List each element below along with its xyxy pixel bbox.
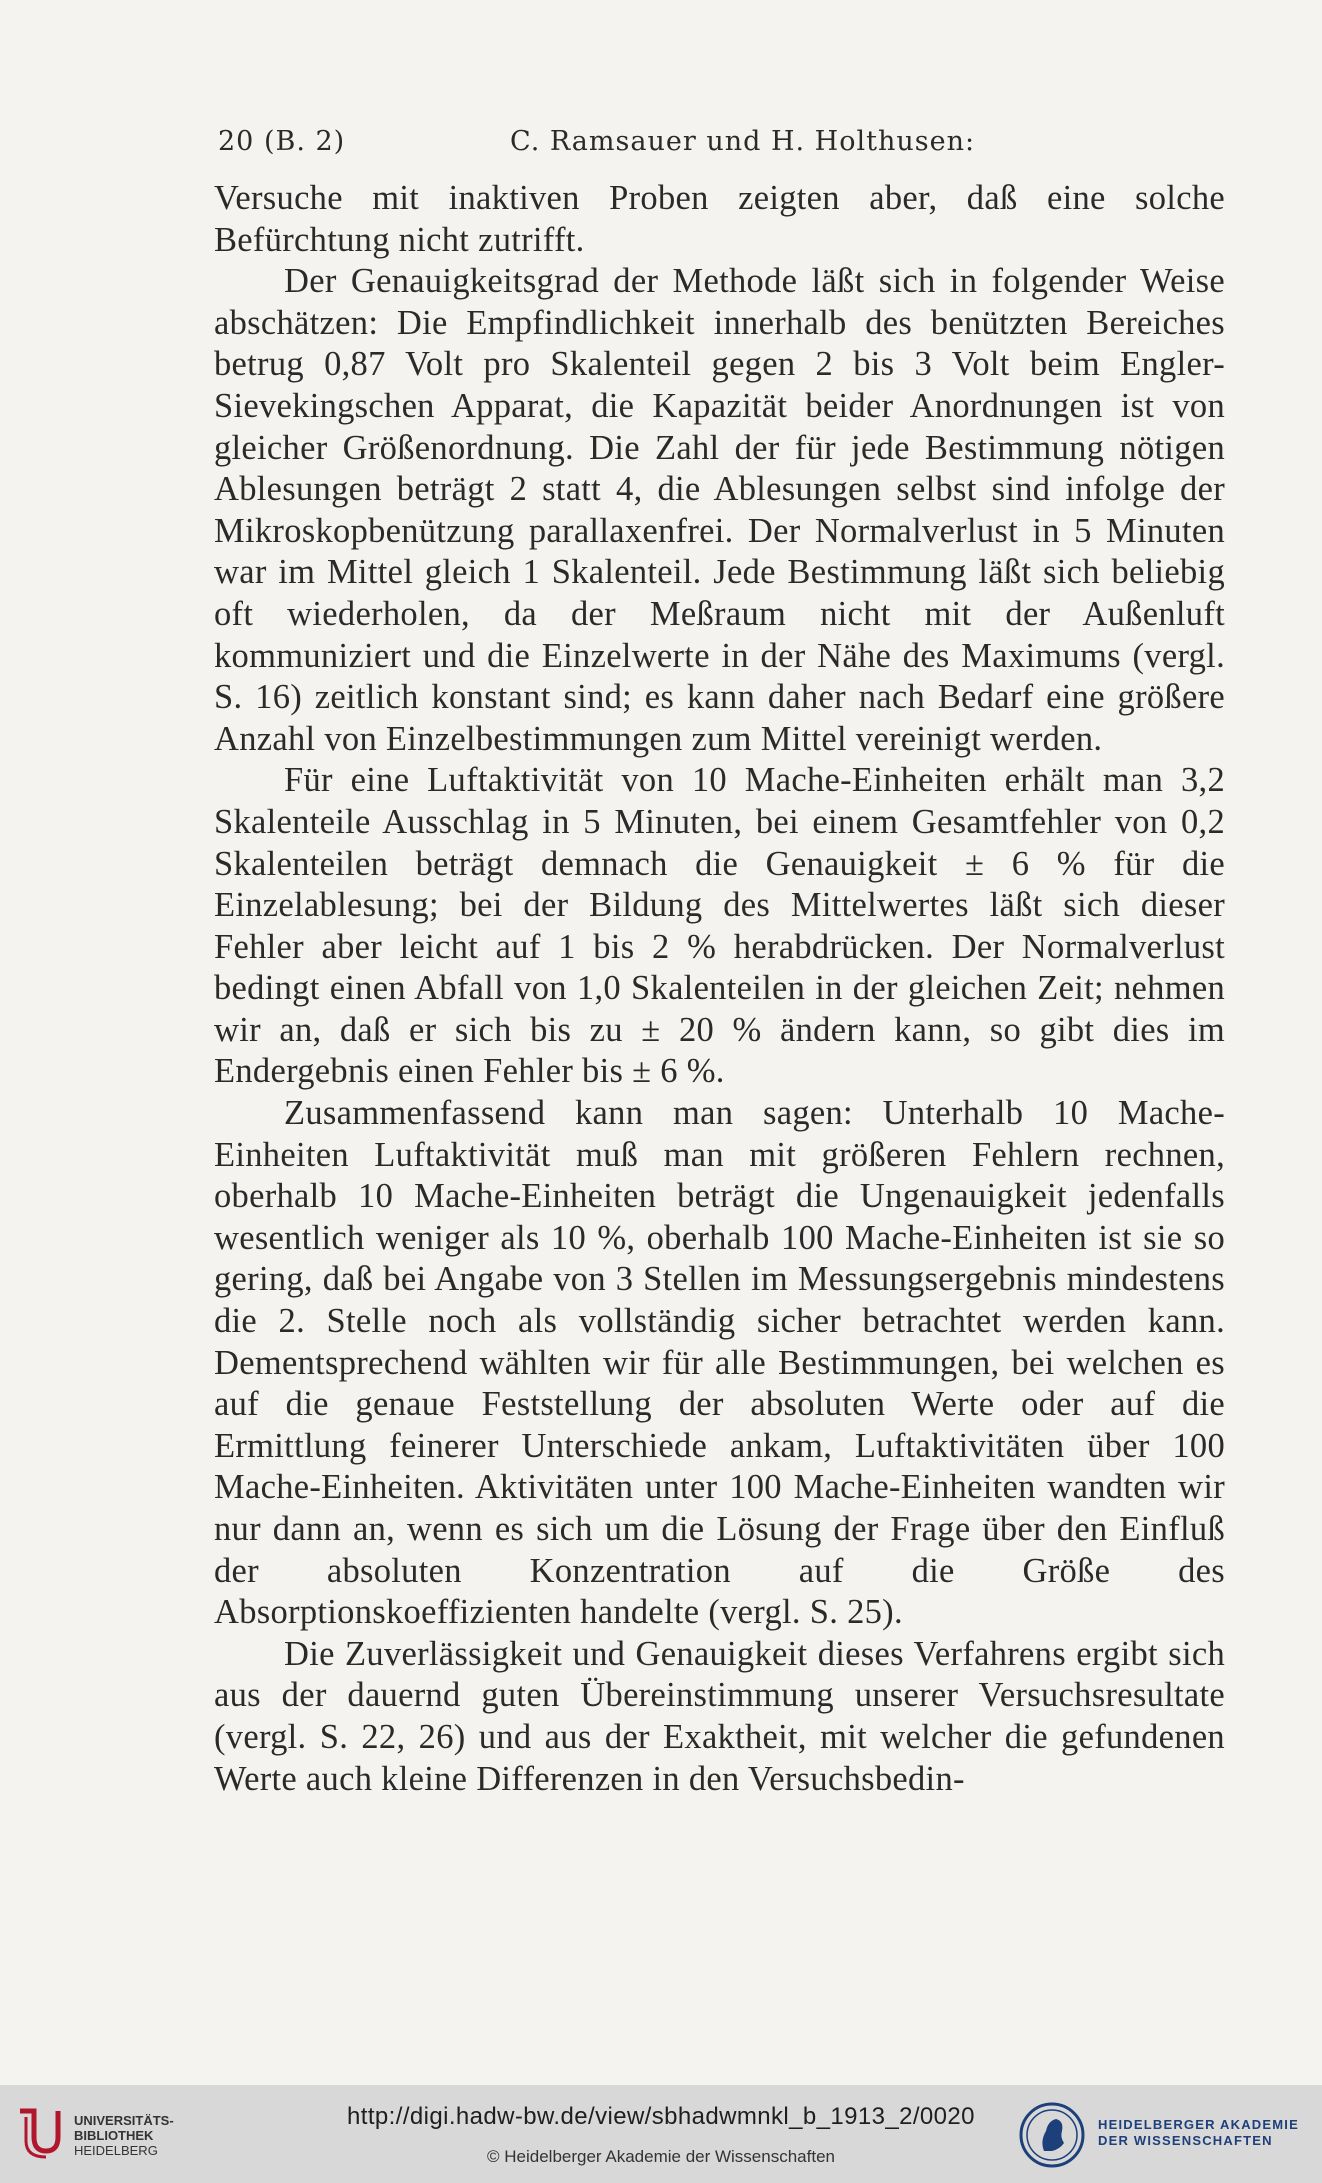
page-folio: 20 (B. 2) — [218, 126, 346, 157]
academy-name-line: HEIDELBERGER AKADEMIE — [1098, 2117, 1299, 2132]
library-name-line: UNIVERSITÄTS- — [74, 2113, 174, 2128]
academy-seal-icon[interactable] — [1018, 2101, 1086, 2169]
paragraph: Versuche mit inaktiven Proben zeigten aber, daß eine solche Befürchtung nicht zutrifft. — [214, 179, 1225, 259]
running-title-authors: C. Ramsauer und H. Holthusen: — [510, 126, 976, 157]
paragraph: Für eine Luftaktivität von 10 Mache-Einheiten erhält man 3,2 Skalenteile Ausschlag in 5 Minuten, bei einem Gesamtfehler von 0,2 Skalenteilen beträgt demnach die Genauigkeit ± 6 % für die Einzelablesung; bei der Bildung des Mittelwertes läßt sich dieser Fehler aber leicht auf 1 bis 2 % herabdrücken. Der Normalverlust bedingt einen Abfall von 1,0 Skalenteilen in der gleichen Zeit; nehmen wir an, daß er sich bis zu ± 20 % ändern kann, so gibt dies im Endergebnis einen Fehler bis ± 6 %. — [214, 761, 1225, 1091]
copyright-notice: © Heidelberger Akademie der Wissenschaften — [487, 2147, 835, 2166]
academy-name — [1098, 2117, 1299, 2149]
academy-name-line: DER WISSENSCHAFTEN — [1098, 2133, 1273, 2148]
library-name-line: HEIDELBERG — [74, 2143, 158, 2158]
library-name-line: BIBLIOTHEK — [74, 2128, 154, 2143]
running-header — [218, 126, 1158, 166]
viewer-footer — [0, 2085, 1322, 2183]
body-text — [214, 178, 1225, 1800]
permalink-url[interactable]: http://digi.hadw-bw.de/view/sbhadwmnkl_b_1913_2/0020 — [347, 2103, 975, 2130]
paragraph: Die Zuverlässigkeit und Genauigkeit dieses Verfahrens ergibt sich aus der dauernd guten Übereinstimmung unserer Versuchsresultate (vergl. S. 22, 26) und aus der Exaktheit, mit welcher die gefundenen Werte auch kleine Differenzen in den Versuchsbedin- — [214, 1634, 1225, 1798]
paragraph: Zusammenfassend kann man sagen: Unterhalb 10 Mache-Einheiten Luftaktivität muß man mit größeren Fehlern rechnen, oberhalb 10 Mache-Einheiten beträgt die Ungenauigkeit jedenfalls wesentlich weniger als 10 %, oberhalb 100 Mache-Einheiten ist sie so gering, daß bei Angabe von 3 Stellen im Messungsergebnis mindestens die 2. Stelle noch als vollständig sicher betrachtet werden kann. Dementsprechend wählten wir für alle Bestimmungen, bei welchen es auf die genaue Feststellung der absoluten Werte oder auf die Ermittlung feinerer Unterschiede ankam, Luftaktivitäten über 100 Mache-Einheiten. Aktivitäten unter 100 Mache-Einheiten wandten wir nur dann an, wenn es sich um die Lösung der Frage über den Einfluß der absoluten Konzentration auf die Größe des Absorptionskoeffizienten handelte (vergl. S. 25). — [214, 1094, 1225, 1632]
paragraph: Der Genauigkeitsgrad der Methode läßt sich in folgender Weise abschätzen: Die Empfindlichkeit innerhalb des benützten Bereiches betrug 0,87 Volt pro Skalenteil gegen 2 bis 3 Volt beim Engler-Sievekingschen Apparat, die Kapazität beider Anordnungen ist von gleicher Größenordnung. Die Zahl der für jede Bestimmung nötigen Ablesungen beträgt 2 statt 4, die Ablesungen selbst sind infolge der Mikroskopbenützung parallaxenfrei. Der Normalverlust in 5 Minuten war im Mittel gleich 1 Skalenteil. Jede Bestimmung läßt sich beliebig oft wiederholen, da der Meßraum nicht mit der Außenluft kommuniziert und die Einzelwerte in der Nähe des Maximums (vergl. S. 16) zeitlich konstant sind; es kann daher nach Bedarf eine größere Anzahl von Einzelbestimmungen zum Mittel vereinigt werden. — [214, 262, 1225, 758]
